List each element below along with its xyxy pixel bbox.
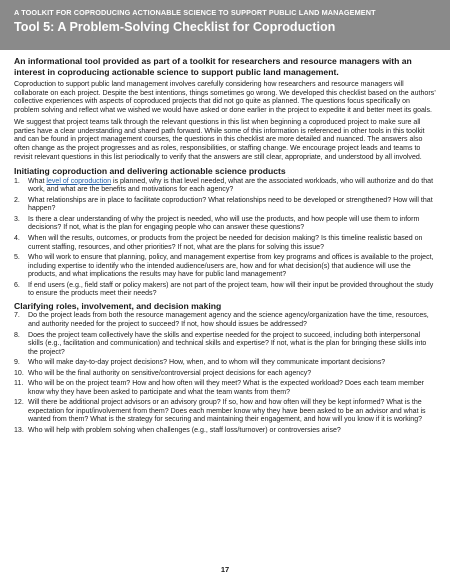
checklist-item-11 [14, 380, 436, 397]
item-text: What relationships are in place to facilitate coproduction? What relationships need to be developed or strengthened? How will that happen? [28, 196, 433, 213]
item-number: 11. [14, 380, 24, 388]
item-text: Who will help with problem solving when challenges (e.g., staff loss/turnover) or controversies arise? [28, 426, 341, 434]
item-number: 9. [14, 359, 20, 367]
item-text: What [28, 177, 47, 185]
checklist-item-3 [14, 216, 436, 233]
checklist-item-2 [14, 197, 436, 214]
item-number: 13. [14, 426, 24, 434]
checklist-item-1 [14, 178, 436, 195]
item-text: Does the project team collectively have the skills and expertise needed for the project to succeed, including both interpersonal skills (e.g., facilitation and communication) and technical skills and expertise? If not, what is the plan for bringing these skills into the project? [28, 331, 427, 356]
item-text: Who will be on the project team? How and how often will they meet? What is the expected workload? Does each team member know why they have been asked to participate and what the team wants from them? [28, 380, 424, 396]
page-header [0, 0, 450, 50]
checklist-roles [14, 312, 436, 435]
item-number: 6. [14, 281, 20, 289]
item-text-cont: is planned, why is that level needed, what are the associated workloads, who will authorize and do that work, and what are the benefits and motivations for each agency? [28, 177, 434, 194]
tool-title: Tool 5: A Problem-Solving Checklist for Coproduction [14, 20, 336, 34]
toolkit-kicker: A TOOLKIT FOR COPRODUCING ACTIONABLE SCIENCE TO SUPPORT PUBLIC LAND MANAGEMENT [14, 8, 376, 17]
item-number: 12. [14, 399, 24, 407]
checklist-item-13 [14, 427, 436, 436]
item-text: Who will work to ensure that planning, policy, and management expertise from key programs and offices is available to the project, including expertise to identify who the intended audience/users are, how and for what decision(s) that audience will use the products, and what implications the results may have for public land management? [28, 254, 434, 279]
item-text: When will the results, outcomes, or products from the project be needed for decision making? Is this timeline realistic based on current staffing, resources, and other priorities? If not, what are the plans for solving this issue? [28, 234, 423, 251]
document-body [14, 56, 436, 438]
item-text: Will there be additional project advisors or an advisory group? If so, how and how often will they be kept informed? What is the expectation for input/involvement from them? Does each member know why they have been asked to be an advisor and what is wanted from them? What is the strategy for securing and maintaining their engagement, and how will you know if it is working? [28, 399, 426, 424]
checklist-initiating [14, 178, 436, 299]
item-number: 2. [14, 196, 20, 204]
item-number: 5. [14, 254, 20, 262]
checklist-item-4 [14, 235, 436, 252]
item-text: Who will make day-to-day project decisions? How, when, and to whom will they communicate important decisions? [28, 359, 386, 367]
intro-statement: An informational tool provided as part of a toolkit for researchers and resource managers with an interest in coproducing actionable science to support public land management. [14, 56, 412, 77]
checklist-item-7 [14, 312, 436, 329]
item-number: 7. [14, 312, 20, 320]
item-number: 10. [14, 369, 24, 377]
item-number: 8. [14, 331, 20, 339]
section-title-roles: Clarifying roles, involvement, and decision making [14, 300, 222, 311]
item-number: 3. [14, 215, 20, 223]
paragraph-1: Coproduction to support public land management involves carefully considering how researchers and resource managers will collaborate on each project. Despite the best intentions, things sometimes go wrong. We developed this checklist based on the authors’ collective experiences with aspects of coproduced projects that did not go quite as planned. The questions focus specifically on problem solving and reflect what we wished we would have asked or done earlier in the project to expedite it and better meet its goals. [14, 81, 436, 114]
checklist-item-9 [14, 359, 436, 368]
item-number: 4. [14, 234, 20, 242]
item-text: Who will be the final authority on sensitive/controversial project decisions for each agency? [28, 369, 312, 377]
checklist-item-6 [14, 282, 436, 299]
checklist-item-12 [14, 399, 436, 425]
checklist-item-8 [14, 332, 436, 358]
item-text: Do the project leads from both the resource management agency and the science agency/organization have the time, resources, and authority needed for the project to succeed? If not, how should issues be addressed? [28, 312, 429, 328]
page-number: 17 [220, 565, 230, 574]
item-text: If end users (e.g., field staff or policy makers) are not part of the project team, how will their input be provided throughout the study to ensure the products meet their needs? [28, 281, 434, 298]
checklist-item-5 [14, 254, 436, 280]
item-text: Is there a clear understanding of why the project is needed, who will use the products, and how people will use them to inform decisions? If not, what is the plan for engaging people who can answer these questions? [28, 215, 420, 232]
section-title-initiating: Initiating coproduction and delivering actionable science products [14, 166, 286, 177]
checklist-item-10 [14, 370, 436, 379]
item-number: 1. [14, 177, 20, 185]
level-of-coproduction-link[interactable]: level of coproduction [46, 177, 112, 185]
paragraph-2: We suggest that project teams talk through the relevant questions in this list when beginning a coproduced project to make sure all parties have a clear understanding and shared path forward. While some of this information is referenced in other tools in this toolkit and can be found in project management courses, the questions in this checklist are more detailed and nuanced. The answers also often change as the project progresses and as roles, responsibilities, or staffing change. We encourage project leads and teams to revisit relevant questions in this list periodically to verify that the answers are still clear, appropriate, and understood by all involved. [14, 119, 425, 161]
